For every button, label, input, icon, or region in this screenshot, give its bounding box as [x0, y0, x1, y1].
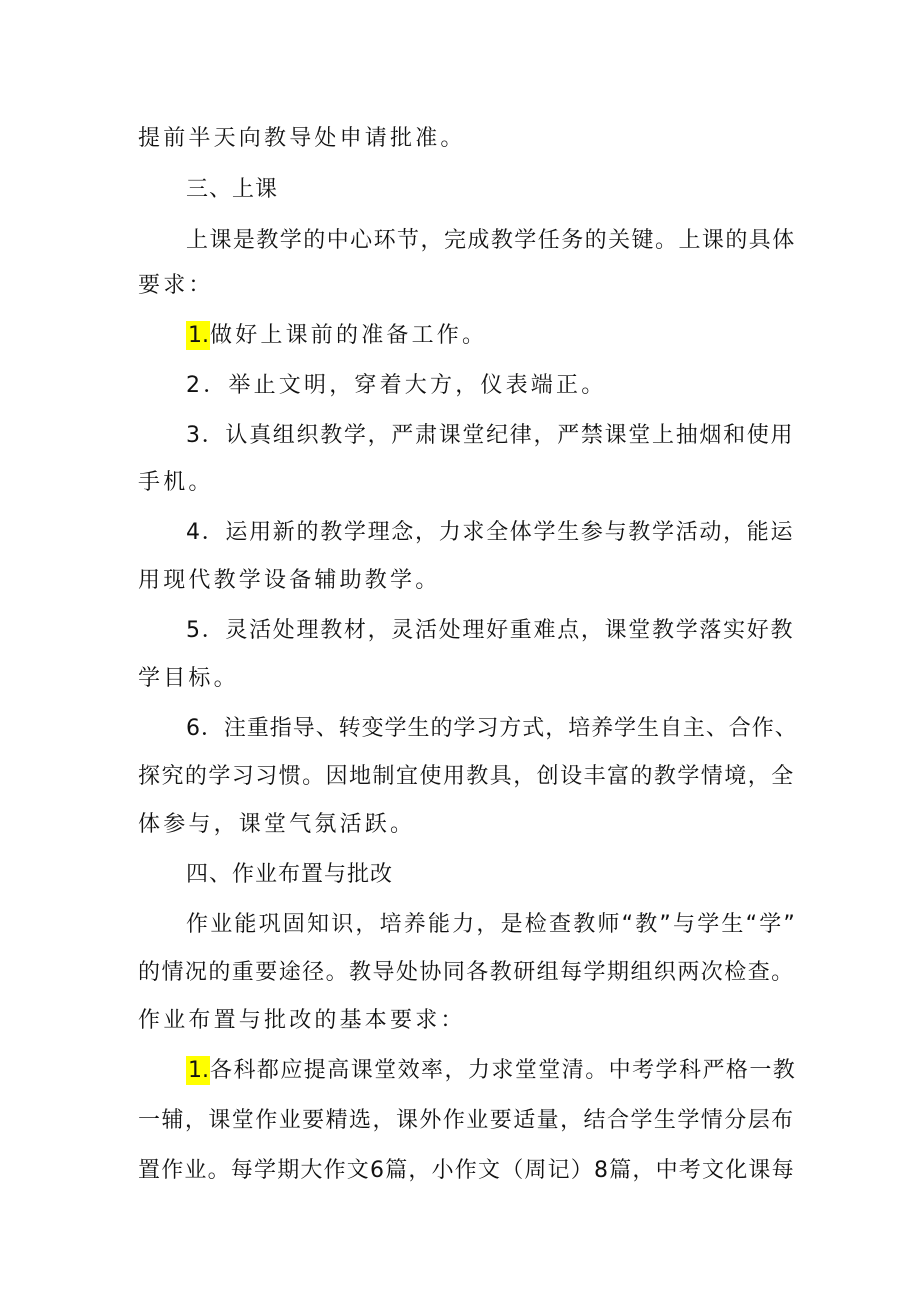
highlighted-item-number: 1.	[188, 1058, 209, 1083]
highlighted-item-number: 1.	[188, 323, 209, 348]
list-item-5: 5．灵活处理教材，灵活处理好重难点，课堂教学落实好教	[186, 618, 795, 643]
list-item-6: 6．注重指导、转变学生的学习方式，培养学生自主、合作、	[186, 716, 798, 741]
list-item-text: 做好上课前的准备工作。	[210, 323, 488, 348]
paragraph-line: 用现代教学设备辅助教学。	[138, 568, 441, 593]
paragraph-line: 一辅，课堂作业要精选，课外作业要适量，结合学生学情分层布	[138, 1108, 795, 1133]
list-item-text: 各科都应提高课堂效率，力求堂堂清。中考学科严格一教	[210, 1058, 797, 1083]
section-heading-3: 三、上课	[186, 177, 279, 202]
paragraph-line: 作业布置与批改的基本要求：	[138, 1008, 466, 1033]
section-heading-4: 四、作业布置与批改	[186, 862, 394, 887]
list-item-1	[186, 1056, 796, 1086]
paragraph-line: 提前半天向教导处申请批准。	[138, 126, 466, 151]
list-item-1	[186, 321, 487, 351]
paragraph-line: 的情况的重要途径。教导处协同各教研组每学期组织两次检查。	[138, 960, 795, 985]
paragraph-line: 作业能巩固知识，培养能力，是检查教师“教”与学生“学”	[186, 912, 797, 937]
paragraph-line: 要求：	[138, 273, 214, 298]
paragraph-line: 体参与，课堂气氛活跃。	[138, 812, 416, 837]
paragraph-line: 手机。	[138, 470, 214, 495]
paragraph-line: 学目标。	[138, 666, 239, 691]
paragraph-line: 上课是教学的中心环节，完成教学任务的关键。上课的具体	[186, 228, 796, 253]
list-item-4: 4．运用新的教学理念，力求全体学生参与教学活动，能运	[186, 520, 795, 545]
list-item-2: 2．举止文明，穿着大方，仪表端正。	[186, 373, 607, 398]
list-item-3: 3．认真组织教学，严肃课堂纪律，严禁课堂上抽烟和使用	[186, 423, 795, 448]
paragraph-line: 置作业。每学期大作文6篇，小作文（周记）8篇，中考文化课每	[138, 1158, 795, 1183]
paragraph-line: 探究的学习习惯。因地制宜使用教具，创设丰富的教学情境，全	[138, 764, 795, 789]
